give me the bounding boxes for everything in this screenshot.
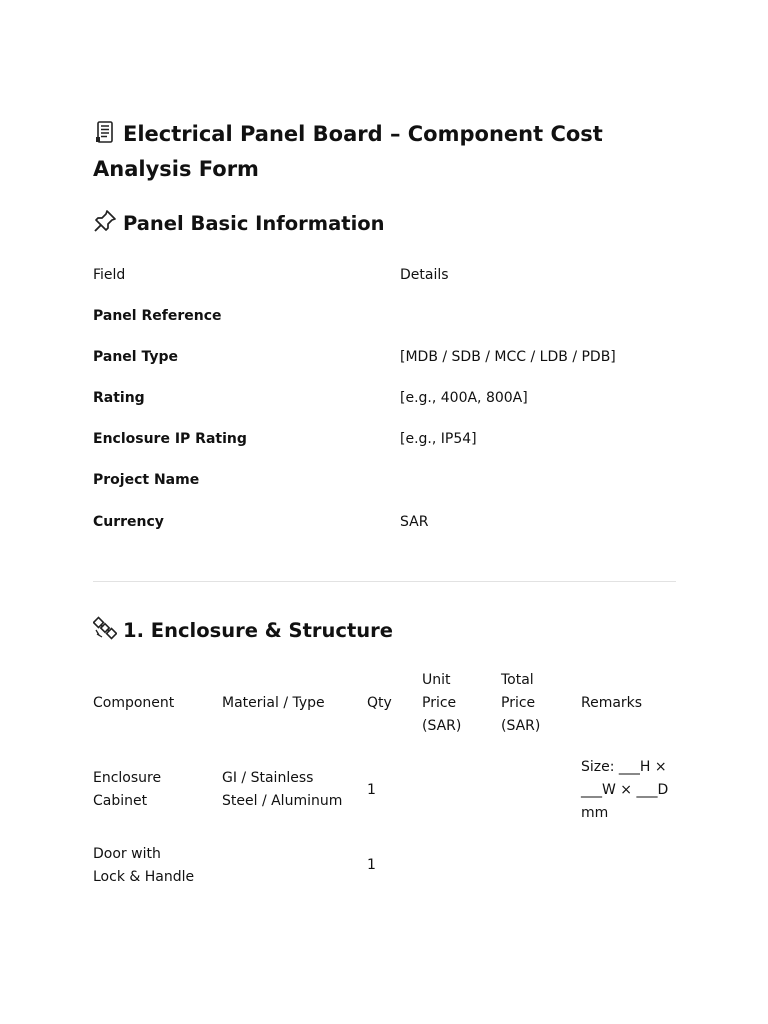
col-material: Material / Type	[222, 695, 325, 711]
field-label: Panel Type	[93, 349, 178, 365]
field-label: Currency	[93, 514, 164, 530]
document-icon	[93, 120, 117, 153]
table-row	[93, 346, 676, 368]
col-unit-price: Price	[422, 695, 457, 711]
table-row	[93, 511, 676, 533]
table-row	[93, 387, 676, 409]
field-value: [e.g., 400A, 800A]	[400, 390, 528, 406]
table-row	[93, 305, 676, 327]
table-row	[93, 428, 676, 450]
col-total-price: (SAR)	[501, 718, 541, 734]
col-component: Component	[93, 695, 175, 711]
info-table-header	[93, 264, 676, 286]
pushpin-icon	[93, 209, 117, 241]
page-title	[93, 118, 676, 185]
component-cell: Enclosure	[93, 770, 162, 786]
col-total-price: Total	[501, 672, 534, 688]
table-row	[93, 469, 676, 491]
qty-cell: 1	[367, 857, 376, 873]
col-unit-price: Unit	[422, 672, 451, 688]
field-value: [MDB / SDB / MCC / LDB / PDB]	[400, 349, 616, 365]
section-divider	[93, 581, 676, 582]
section-heading-enclosure	[93, 616, 393, 648]
material-cell: GI / Stainless	[222, 770, 314, 786]
col-remarks: Remarks	[581, 695, 643, 711]
component-cell: Lock & Handle	[93, 869, 195, 885]
col-unit-price: (SAR)	[422, 718, 462, 734]
remarks-cell: Size: ___H ×	[581, 759, 667, 775]
field-label: Panel Reference	[93, 308, 222, 324]
col-qty: Qty	[367, 695, 392, 711]
material-cell: Steel / Aluminum	[222, 793, 343, 809]
field-label: Project Name	[93, 472, 200, 488]
field-value: [e.g., IP54]	[400, 431, 477, 447]
remarks-cell: ___W × ___D	[581, 782, 669, 798]
section-heading-text: 1. Enclosure & Structure	[123, 619, 393, 642]
section-heading-text: Panel Basic Information	[123, 212, 385, 235]
remarks-cell: mm	[581, 805, 609, 821]
component-cell: Door with	[93, 846, 161, 862]
header-details: Details	[400, 267, 449, 283]
satellite-icon	[93, 616, 117, 648]
page-title-text: Electrical Panel Board – Component Cost Analysis Form	[93, 122, 603, 181]
section-heading-basic-info	[93, 209, 385, 241]
header-field: Field	[93, 267, 126, 283]
col-total-price: Price	[501, 695, 536, 711]
component-cell: Cabinet	[93, 793, 148, 809]
field-label: Enclosure IP Rating	[93, 431, 247, 447]
field-label: Rating	[93, 390, 145, 406]
qty-cell: 1	[367, 782, 376, 798]
field-value: SAR	[400, 514, 429, 530]
